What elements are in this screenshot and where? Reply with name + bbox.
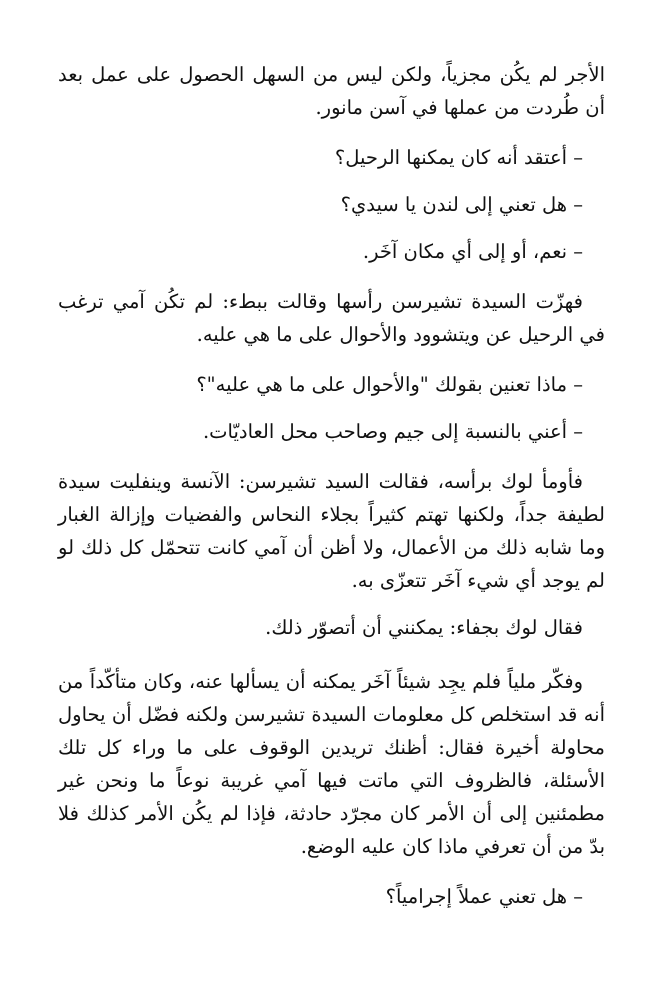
paragraph-luke-dryly: فقال لوك بجفاء: يمكنني أن أتصوّر ذلك. xyxy=(265,616,583,639)
paragraph-shook-head: فهزّت السيدة تشيرسن رأسها وقالت ببطء: لم تكُن آمي ترغب في الرحيل عن ويتشوود والأحوال على ما هي عليه. xyxy=(58,290,605,346)
dialogue-line-what-mean: – ماذا تعنين بقولك "والأحوال على ما هي عليه"؟ xyxy=(196,373,583,396)
paragraph-wages: الأجر لم يكُن مجزياً، ولكن ليس من السهل الحصول على عمل بعد أن طُردت من عملها في آسن مانور. xyxy=(58,63,605,119)
dialogue-line-criminal: – هل تعني عملاً إجرامياً؟ xyxy=(385,885,583,908)
dialogue-line-jim: – أعني بالنسبة إلى جيم وصاحب محل العاديّات. xyxy=(202,420,583,443)
paragraph-miss-waynflete: فأومأ لوك برأسه، فقالت السيد تشيرسن: الآنسة وينفليت سيدة لطيفة جداً، ولكنها تهتم كثيراً بجلاء النحاس والفضيات وإزالة الغبار وما شابه ذلك من الأعمال، ولا أظن أن آمي كانت تتحمّل كل ذلك لو لم يوجد أي شيء آخَر تتعزّى به. xyxy=(58,470,605,592)
document-page xyxy=(58,58,605,913)
paragraph-luke-thought: وفكّر ملياً فلم يجِد شيئاً آخَر يمكنه أن يسألها عنه، وكان متأكّداً من أنه قد استخلص كل معلومات السيدة تشيرسن ولكنه فضّل أن يحاول محاولة أخيرة فقال: أظنك تريدين الوقوف على ما وراء كل تلك الأسئلة، فالظروف التي ماتت فيها آمي غريبة نوعاً ما ونحن غير مطمئنين إلى أن الأمر كان مجرّد حادثة، فإذا لم يكُن الأمر كذلك فلا بدّ من أن تعرفي ماذا كان عليه الوضع. xyxy=(58,670,605,858)
dialogue-line-leave: – أعتقد أنه كان يمكنها الرحيل؟ xyxy=(334,146,583,169)
dialogue-line-elsewhere: – نعم، أو إلى أي مكان آخَر. xyxy=(362,240,583,263)
dialogue-line-london: – هل تعني إلى لندن يا سيدي؟ xyxy=(340,193,583,216)
